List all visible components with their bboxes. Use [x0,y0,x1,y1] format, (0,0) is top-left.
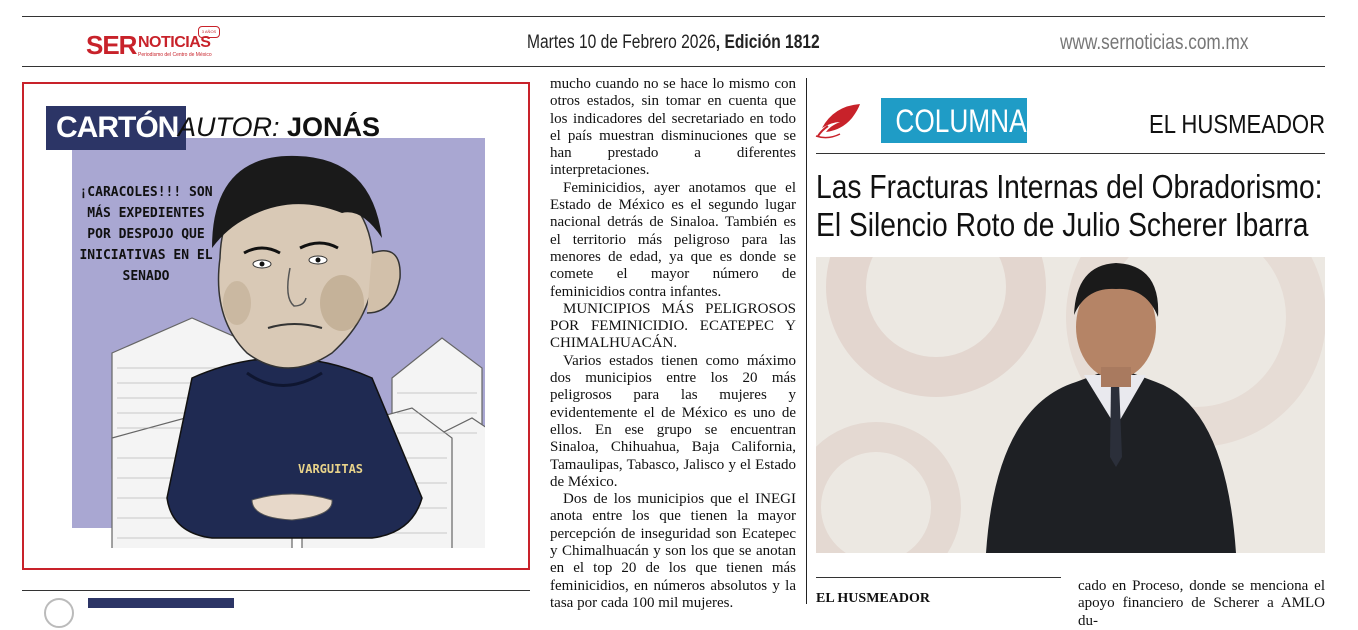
cartoon-speech: ¡CARACOLES!!! SON MÁS EXPEDIENTES POR DESPOJO QUE INICIATIVAS EN EL SENADO [79,185,213,284]
byline-label: EL HUSMEADOR [816,591,930,606]
paragraph: mucho cuando no se hace lo mismo con otros estados, sin tomar en cuenta que los indicadores del secretariado en todo el país muestran disminuciones que se han prestado a diferentes interpretaciones. [550,76,796,179]
paragraph-subhead: MUNICIPIOS MÁS PELIGROSOS POR FEMINICIDIO. ECATEPEC Y CHIMALHUACÁN. [550,300,796,352]
column-divider [806,78,807,604]
logo-noticias: NOTICIAS [138,34,211,51]
website-link[interactable]: www.sernoticias.com.mx [1060,31,1249,54]
article-headline[interactable]: Las Fracturas Internas del Obradorismo: El Silencio Roto de Julio Scherer Ibarra [816,168,1323,243]
logo-tagline: Periodismo del Centro de México [138,52,212,58]
paragraph: Dos de los municipios que el INEGI anota entre los que tienen la mayor percepción de inseguridad son Ecatepec y Chimalhuacán y son los que se anotan en el top 20 de los que tienen más feminicidios, en números absolutos y la tasa por cada 100 mil mujeres. [550,491,796,611]
article-body-right: cado en Proceso, donde se menciona el apoyo financiero de Scherer a AMLO du- [1078,578,1325,629]
quill-icon [814,100,864,140]
column-name: EL HUSMEADOR [1148,109,1325,139]
column-badge: COLUMNA [881,98,1027,143]
cartoon-label: CARTÓN [46,106,186,150]
header-bottom-rule [22,66,1325,67]
column-header-rule [816,153,1325,154]
next-section-icon [44,598,74,628]
cartoon-bottom-rule [22,590,530,591]
issue-date: Martes 10 de Febrero 2026, Edición 1812 [527,32,820,53]
byline-rule [816,577,1061,578]
cartoon-frame [22,82,530,570]
article-body-middle [550,76,796,612]
edition-number: , Edición 1812 [715,32,820,53]
next-section-bar [88,598,234,608]
article-photo [816,257,1325,553]
header-top-rule [22,16,1325,17]
paragraph: Feminicidios, ayer anotamos que el Estado de México es el segundo lugar nacional detrás de Sinaloa. También es el territorio más peligroso para las menores de edad, ya que es donde se comete el mayor número de feminicidios contra infantes. [550,179,796,300]
logo-ser: SER [86,30,137,60]
shirt-text: VARGUITAS [298,462,364,476]
cartoon-author: AUTOR: JONÁS [178,112,381,142]
logo-badge: 3 AÑOS [198,26,220,38]
paragraph: Varios estados tienen como máximo dos municipios entre los 20 más peligrosos para las mujeres y evidentemente el de México es uno de ellos. En ese grupo se encuentran Sinaloa, Chihuahua, Baja California, Tamaulipas, Tabasco, Jalisco y el Estado de México. [550,352,796,490]
